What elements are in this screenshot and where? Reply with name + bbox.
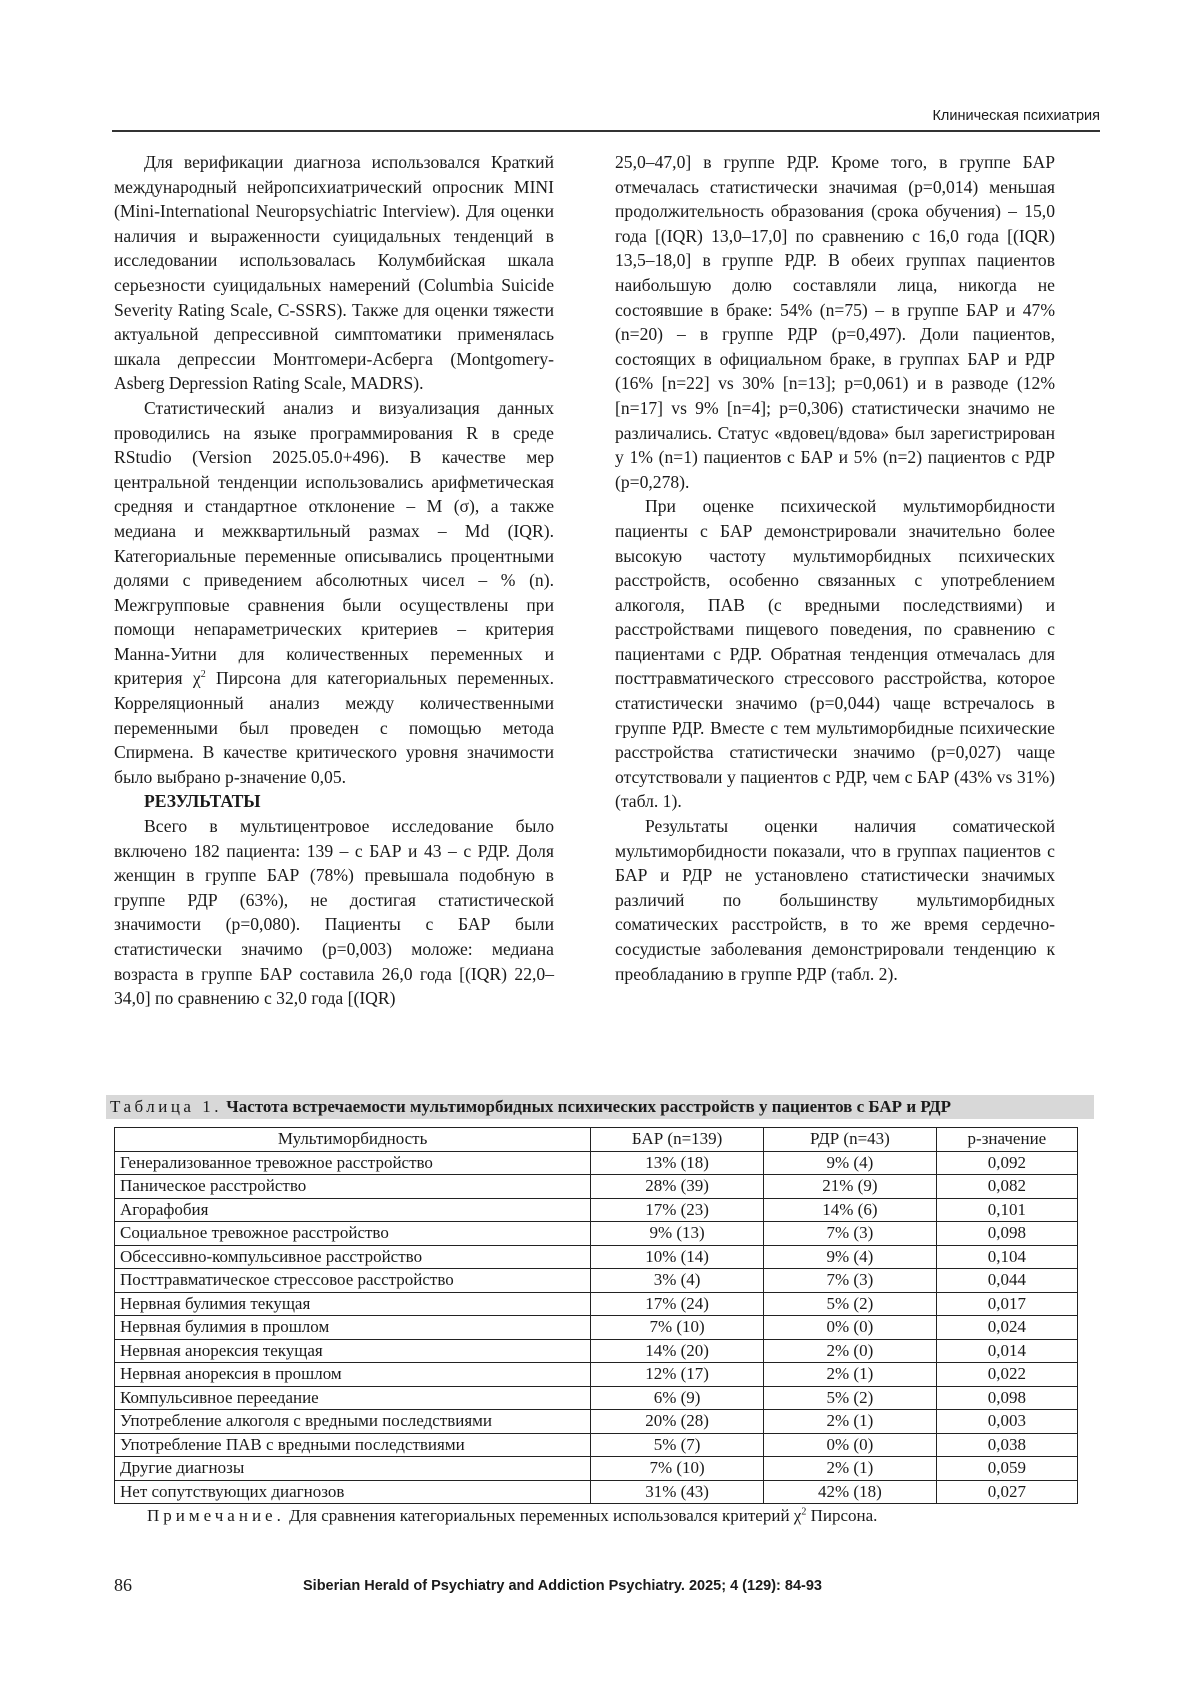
left-column bbox=[114, 150, 554, 1011]
section-title: Клиническая психиатрия bbox=[932, 108, 1100, 124]
superscript: 2 bbox=[200, 669, 206, 681]
text-span: Статистический анализ и визуализация данных проводились на языке программирования R в среде RStudio (Version 2025.05.0+496). В качестве мер центральной тенденции использовались арифметическая средняя и стандартное отклонение – M (σ), а также медиана и межквартильный размах – Md (IQR). Категориальные переменные описывались процентными долями с приведением абсолютных чисел – % (n). Межгрупповые сравнения были осуществлены при помощи непараметрических критериев – критерия Манна-Уитни для количественных переменных и критерия χ bbox=[114, 397, 554, 689]
p-value-cell: 0,098 bbox=[936, 1222, 1077, 1246]
p-value-cell: 0,038 bbox=[936, 1433, 1077, 1457]
table-row bbox=[115, 1269, 1078, 1293]
p-value-cell: 0,027 bbox=[936, 1480, 1077, 1504]
diagnosis-cell: Компульсивное переедание bbox=[115, 1386, 591, 1410]
paragraph-demographics: 25,0–47,0] в группе РДР. Кроме того, в группе БАР отмечалась статистически значимая (p=0,014) меньшая продолжительность образования (срока обучения) – 15,0 года [(IQR) 13,0–17,0] по сравнению с 16,0 года [(IQR) 13,5–18,0] в группе РДР. В обеих группах пациентов наибольшую долю составляли лица, никогда не состоявшие в браке: 54% (n=75) – в группе БАР и 47% (n=20) – в группе РДР (p=0,497). Доли пациентов, состоящих в официальном браке, в группах БАР и РДР (16% [n=22] vs 30% [n=13]; p=0,061) и в разводе (12% [n=17] vs 9% [n=4]; p=0,306) статистически значимо не различались. Статус «вдовец/вдова» был зарегистрирован у 1% (n=1) пациентов с БАР и 5% (n=2) пациентов с РДР (p=0,278). bbox=[615, 152, 1055, 492]
right-column bbox=[615, 150, 1055, 986]
rdr-value-cell: 0% (0) bbox=[764, 1433, 937, 1457]
rdr-value-cell: 14% (6) bbox=[764, 1198, 937, 1222]
diagnosis-cell: Обсессивно-компульсивное расстройство bbox=[115, 1245, 591, 1269]
rdr-value-cell: 21% (9) bbox=[764, 1175, 937, 1199]
column-header: БАР (n=139) bbox=[591, 1128, 764, 1152]
note-text: Для сравнения категориальных переменных использовался критерий χ bbox=[284, 1506, 802, 1525]
bar-value-cell: 7% (10) bbox=[591, 1316, 764, 1340]
bar-value-cell: 20% (28) bbox=[591, 1410, 764, 1434]
table-row bbox=[115, 1386, 1078, 1410]
text-span: Пирсона для категориальных переменных. Корреляционный анализ между количественными переменными был проведен с помощью метода Спирмена. В качестве критического уровня значимости было выбрано p-значение 0,05. bbox=[114, 668, 554, 787]
rdr-value-cell: 9% (4) bbox=[764, 1245, 937, 1269]
bar-value-cell: 6% (9) bbox=[591, 1386, 764, 1410]
table-row bbox=[115, 1175, 1078, 1199]
diagnosis-cell: Нервная анорексия текущая bbox=[115, 1339, 591, 1363]
diagnosis-cell: Другие диагнозы bbox=[115, 1457, 591, 1481]
table-row bbox=[115, 1433, 1078, 1457]
table-row bbox=[115, 1245, 1078, 1269]
table-row bbox=[115, 1198, 1078, 1222]
column-header: Мультиморбидность bbox=[115, 1128, 591, 1152]
p-value-cell: 0,024 bbox=[936, 1316, 1077, 1340]
table-caption bbox=[106, 1095, 1094, 1119]
page-footer bbox=[114, 1575, 1102, 1599]
running-head bbox=[112, 106, 1100, 132]
diagnosis-cell: Генерализованное тревожное расстройство bbox=[115, 1151, 591, 1175]
bar-value-cell: 5% (7) bbox=[591, 1433, 764, 1457]
paragraph-statistics bbox=[114, 396, 554, 790]
diagnosis-cell: Паническое расстройство bbox=[115, 1175, 591, 1199]
table-header-row bbox=[115, 1128, 1078, 1152]
bar-value-cell: 12% (17) bbox=[591, 1363, 764, 1387]
diagnosis-cell: Нет сопутствующих диагнозов bbox=[115, 1480, 591, 1504]
table-label: Таблица 1. bbox=[110, 1097, 222, 1116]
rdr-value-cell: 7% (3) bbox=[764, 1222, 937, 1246]
p-value-cell: 0,098 bbox=[936, 1386, 1077, 1410]
rdr-value-cell: 42% (18) bbox=[764, 1480, 937, 1504]
bar-value-cell: 17% (23) bbox=[591, 1198, 764, 1222]
table-row bbox=[115, 1339, 1078, 1363]
paragraph-mental-multimorbidity: При оценке психической мультиморбидности пациенты с БАР демонстрировали значительно более высокую частоту мультиморбидных психических расстройств, особенно связанных с употреблением алкоголя, ПАВ (с вредными последствиями) и расстройствами пищевого поведения, по сравнению с пациентами с РДР. Обратная тенденция отмечалась для посттравматического стрессового расстройства, которое статистически значимо (p=0,044) чаще встречалось в группе РДР. Вместе с тем мультиморбидные психические расстройства статистически значимо (p=0,027) чаще отсутствовали у пациентов с РДР, чем с БАР (43% vs 31%) (табл. 1). bbox=[615, 496, 1055, 812]
note-label: Примечание. bbox=[147, 1506, 285, 1525]
table-row bbox=[115, 1151, 1078, 1175]
note-text: Пирсона. bbox=[806, 1506, 878, 1525]
table-note bbox=[147, 1505, 877, 1527]
table-row bbox=[115, 1480, 1078, 1504]
bar-value-cell: 13% (18) bbox=[591, 1151, 764, 1175]
p-value-cell: 0,101 bbox=[936, 1198, 1077, 1222]
p-value-cell: 0,014 bbox=[936, 1339, 1077, 1363]
table-row bbox=[115, 1457, 1078, 1481]
multimorbidity-table bbox=[114, 1127, 1078, 1504]
page-number: 86 bbox=[114, 1575, 132, 1595]
bar-value-cell: 31% (43) bbox=[591, 1480, 764, 1504]
diagnosis-cell: Социальное тревожное расстройство bbox=[115, 1222, 591, 1246]
p-value-cell: 0,044 bbox=[936, 1269, 1077, 1293]
table-row bbox=[115, 1363, 1078, 1387]
p-value-cell: 0,017 bbox=[936, 1292, 1077, 1316]
bar-value-cell: 7% (10) bbox=[591, 1457, 764, 1481]
rdr-value-cell: 0% (0) bbox=[764, 1316, 937, 1340]
diagnosis-cell: Агорафобия bbox=[115, 1198, 591, 1222]
bar-value-cell: 10% (14) bbox=[591, 1245, 764, 1269]
rdr-value-cell: 5% (2) bbox=[764, 1386, 937, 1410]
p-value-cell: 0,082 bbox=[936, 1175, 1077, 1199]
diagnosis-cell: Нервная булимия текущая bbox=[115, 1292, 591, 1316]
bar-value-cell: 28% (39) bbox=[591, 1175, 764, 1199]
diagnosis-cell: Употребление ПАВ с вредными последствиями bbox=[115, 1433, 591, 1457]
column-header: РДР (n=43) bbox=[764, 1128, 937, 1152]
journal-citation: Siberian Herald of Psychiatry and Addiction Psychiatry. 2025; 4 (129): 84-93 bbox=[303, 1578, 822, 1594]
rdr-value-cell: 2% (0) bbox=[764, 1339, 937, 1363]
bar-value-cell: 17% (24) bbox=[591, 1292, 764, 1316]
rdr-value-cell: 2% (1) bbox=[764, 1410, 937, 1434]
p-value-cell: 0,022 bbox=[936, 1363, 1077, 1387]
bar-value-cell: 14% (20) bbox=[591, 1339, 764, 1363]
column-header: p-значение bbox=[936, 1128, 1077, 1152]
p-value-cell: 0,104 bbox=[936, 1245, 1077, 1269]
table-row bbox=[115, 1410, 1078, 1434]
bar-value-cell: 9% (13) bbox=[591, 1222, 764, 1246]
p-value-cell: 0,092 bbox=[936, 1151, 1077, 1175]
diagnosis-cell: Нервная анорексия в прошлом bbox=[115, 1363, 591, 1387]
superscript: 2 bbox=[801, 1506, 807, 1518]
section-heading-results: РЕЗУЛЬТАТЫ bbox=[144, 791, 261, 812]
table-title: Частота встречаемости мультиморбидных психических расстройств у пациентов с БАР и РДР bbox=[226, 1097, 952, 1116]
diagnosis-cell: Посттравматическое стрессовое расстройство bbox=[115, 1269, 591, 1293]
bar-value-cell: 3% (4) bbox=[591, 1269, 764, 1293]
rdr-value-cell: 9% (4) bbox=[764, 1151, 937, 1175]
rdr-value-cell: 2% (1) bbox=[764, 1363, 937, 1387]
rdr-value-cell: 7% (3) bbox=[764, 1269, 937, 1293]
p-value-cell: 0,003 bbox=[936, 1410, 1077, 1434]
table-row bbox=[115, 1222, 1078, 1246]
paragraph-somatic-multimorbidity: Результаты оценки наличия соматической мультиморбидности показали, что в группах пациентов с БАР и РДР не установлено статистически значимых различий по большинству мультиморбидных соматических расстройств, в то же время сердечно-сосудистые заболевания демонстрировали тенденцию к преобладанию в группе РДР (табл. 2). bbox=[615, 816, 1055, 984]
table-row bbox=[115, 1292, 1078, 1316]
table-row bbox=[115, 1316, 1078, 1340]
rdr-value-cell: 5% (2) bbox=[764, 1292, 937, 1316]
diagnosis-cell: Употребление алкоголя с вредными последствиями bbox=[115, 1410, 591, 1434]
p-value-cell: 0,059 bbox=[936, 1457, 1077, 1481]
paragraph-methods-instruments: Для верификации диагноза использовался Краткий международный нейропсихиатрический опросник MINI (Mini-International Neuropsychiatric Interview). Для оценки наличия и выраженности суицидальных тенденций в исследовании использовалась Колумбийская шкала серьезности суицидальных намерений (Columbia Suicide Severity Rating Scale, C-SSRS). Также для оценки тяжести актуальной депрессивной симптоматики применялась шкала депрессии Монтгомери-Асберга (Montgomery-Asberg Depression Rating Scale, MADRS). bbox=[114, 152, 554, 394]
rdr-value-cell: 2% (1) bbox=[764, 1457, 937, 1481]
diagnosis-cell: Нервная булимия в прошлом bbox=[115, 1316, 591, 1340]
paragraph-results-intro: Всего в мультицентровое исследование было включено 182 пациента: 139 – с БАР и 43 – с РДР. Доля женщин в группе БАР (78%) превышала подобную в группе РДР (63%), не достигая статистической значимости (p=0,080). Пациенты с БАР были статистически значимо (p=0,003) моложе: медиана возраста в группе БАР составила 26,0 года [(IQR) 22,0–34,0] по сравнению с 32,0 года [(IQR) bbox=[114, 816, 554, 1009]
